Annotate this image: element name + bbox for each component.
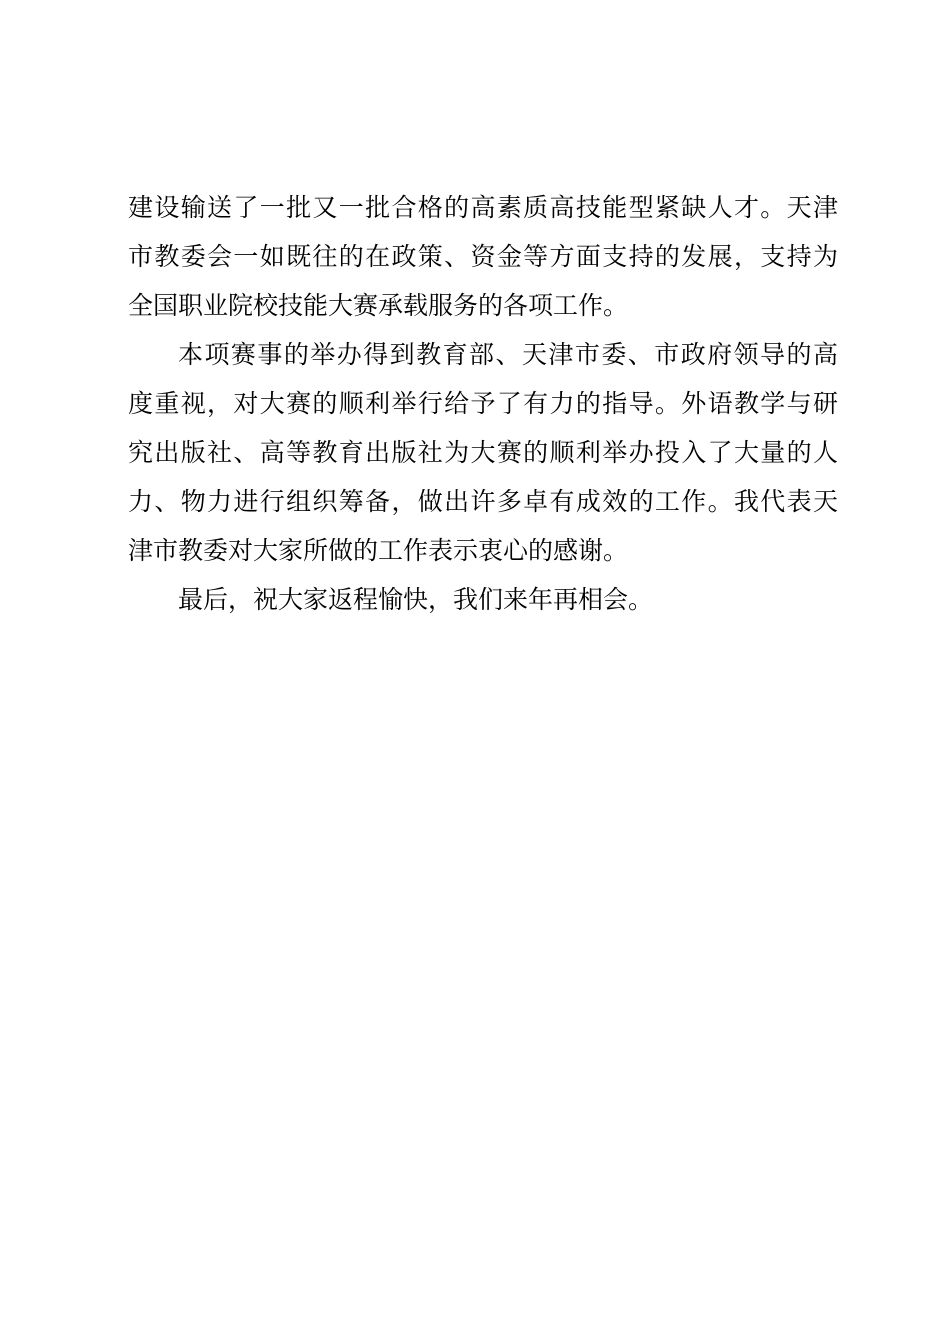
paragraph-line: 津市教委对大家所做的工作表示衷心的感谢。 xyxy=(128,536,629,565)
paragraph-1 xyxy=(128,183,838,330)
paragraph-line: 全国职业院校技能大赛承载服务的各项工作。 xyxy=(128,291,629,320)
paragraph-line: 究出版社、高等教育出版社为大赛的顺利举办投入了大量的人 xyxy=(128,438,838,467)
paragraph-2 xyxy=(128,330,838,575)
paragraph-line: 最后，祝大家返程愉快，我们来年再相会。 xyxy=(178,585,654,614)
paragraph-line: 市教委会一如既往的在政策、资金等方面支持的发展，支持为 xyxy=(128,242,838,271)
paragraph-3 xyxy=(128,575,838,624)
document-body xyxy=(128,183,838,624)
paragraph-line: 建设输送了一批又一批合格的高素质高技能型紧缺人才。天津 xyxy=(128,193,838,222)
paragraph-line: 本项赛事的举办得到教育部、天津市委、市政府领导的高 xyxy=(178,340,838,369)
paragraph-line: 度重视，对大赛的顺利举行给予了有力的指导。外语教学与研 xyxy=(128,389,838,418)
paragraph-line: 力、物力进行组织筹备，做出许多卓有成效的工作。我代表天 xyxy=(128,487,838,516)
